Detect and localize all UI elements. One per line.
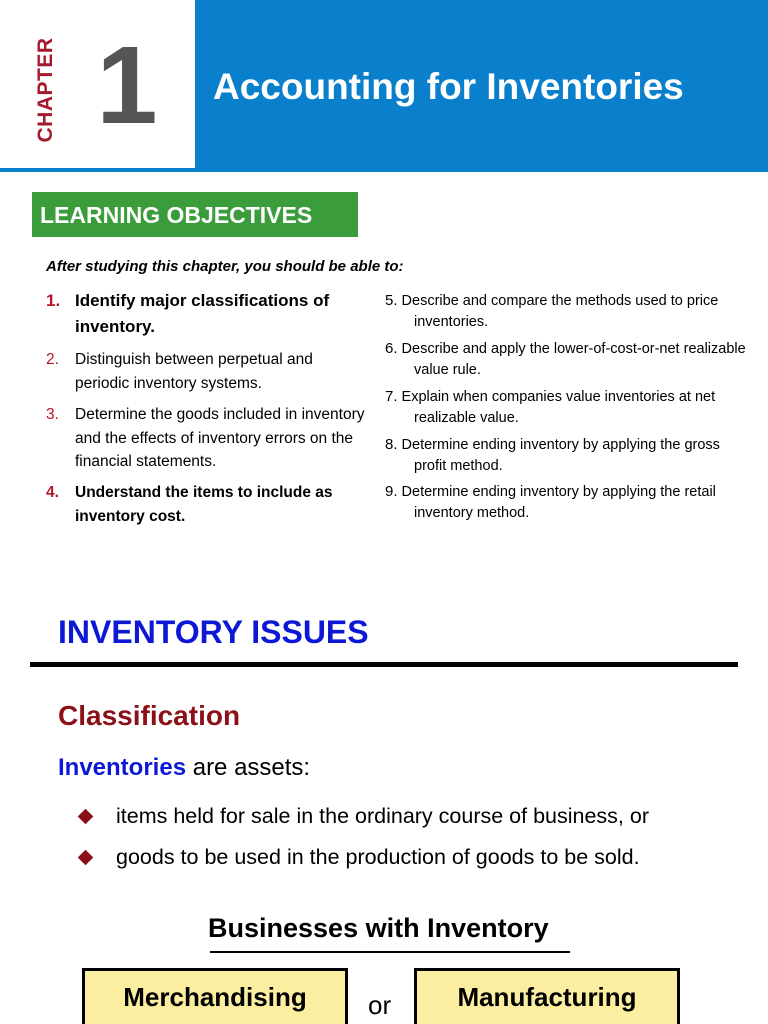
learning-objectives-badge: LEARNING OBJECTIVES [32,192,358,237]
objective-text: Distinguish between perpetual and periodic inventory systems. [75,351,313,392]
objective-number: 5. [385,292,398,309]
objective-text-cont: profit method. [414,458,503,474]
objective-text: Describe and apply the lower-of-cost-or-net realizable [401,341,746,357]
objective-text-cont: value rule. [414,362,481,378]
diagram-title-underline [210,951,570,953]
objective-text: Determine ending inventory by applying the gross [401,437,720,453]
header-divider [0,168,195,172]
objective-9 [385,481,765,524]
objective-text-cont: realizable value. [414,410,519,426]
section-divider [30,662,738,667]
objective-number: 8. [385,436,398,453]
diagram-title: Businesses with Inventory [208,913,549,943]
objective-text-cont: inventory method. [414,505,530,521]
objective-number: 4. [46,484,59,501]
definition-line [58,754,310,782]
objective-number: 2. [46,351,59,368]
chapter-title: Accounting for Inventories [213,66,684,107]
objective-number: 9. [385,483,398,500]
objective-text-cont: inventories. [414,314,489,330]
objective-text: Determine ending inventory by applying the retail [401,484,716,500]
objective-8 [385,434,765,477]
subsection-title: Classification [58,700,241,731]
objectives-intro: After studying this chapter, you should be able to: [46,258,404,275]
manufacturing-box [414,968,680,1024]
chapter-header [0,0,768,172]
objective-number: 7. [385,388,398,405]
or-connector: or [368,990,392,1020]
diamond-bullet-icon [78,850,94,866]
merchandising-box [82,968,348,1024]
objective-number: 6. [385,340,398,357]
objective-5 [385,290,765,333]
chapter-number: 1 [96,24,158,147]
definition-text: are assets: [186,754,311,781]
objective-text: Understand the items to include as inventory cost. [75,484,333,525]
title-band [195,0,768,172]
objective-text: Describe and compare the methods used to price [401,293,719,309]
chapter-word: CHAPTER [34,37,57,143]
box-label: Manufacturing [457,982,637,1012]
chapter-label-box [0,0,195,168]
objective-number: 1. [46,291,61,310]
objective-7 [385,386,765,429]
box-label: Merchandising [123,982,307,1012]
diamond-bullet-icon [78,809,94,825]
section-title: INVENTORY ISSUES [58,614,369,650]
objective-text: Identify major classifications of inventory. [75,291,330,336]
objective-number: 3. [46,406,59,423]
objective-text: Determine the goods included in inventory and the effects of inventory errors on the financial statements. [75,406,365,470]
objective-6 [385,338,765,381]
objective-text: Explain when companies value inventories at net [401,389,716,405]
key-term: Inventories [58,754,187,781]
bullet-text: items held for sale in the ordinary course of business, or [116,804,649,828]
bullet-text: goods to be used in the production of goods to be sold. [116,845,640,869]
